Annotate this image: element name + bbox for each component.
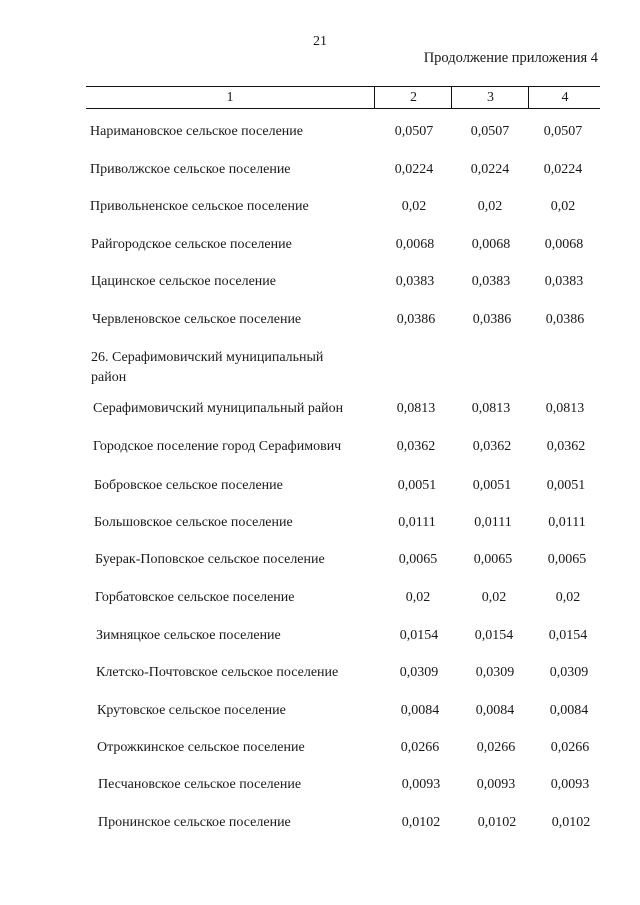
row-name: Приволжское сельское поселение bbox=[90, 162, 291, 177]
section-heading-line1: 26. Серафимовичский муниципальный bbox=[91, 350, 324, 365]
row-value-col3: 0,0224 bbox=[470, 162, 510, 177]
row-name: Серафимовичский муниципальный район bbox=[93, 401, 344, 416]
row-value-col3: 0,0102 bbox=[477, 815, 517, 830]
row-name: Зимняцкое сельское поселение bbox=[96, 628, 281, 643]
table-row bbox=[0, 513, 640, 533]
row-value-col2: 0,0102 bbox=[401, 815, 441, 830]
row-value-col4: 0,0154 bbox=[548, 628, 588, 643]
row-name: Бобровское сельское поселение bbox=[94, 478, 283, 493]
row-value-col3: 0,02 bbox=[481, 590, 507, 605]
row-value-col4: 0,02 bbox=[550, 199, 576, 214]
row-value-col4: 0,0362 bbox=[546, 439, 586, 454]
row-value-col4: 0,0813 bbox=[545, 401, 585, 416]
continuation-label: Продолжение приложения 4 bbox=[423, 50, 598, 66]
row-value-col2: 0,0084 bbox=[400, 703, 440, 718]
row-value-col2: 0,0065 bbox=[398, 552, 438, 567]
row-value-col3: 0,0266 bbox=[476, 740, 516, 755]
row-value-col4: 0,0266 bbox=[550, 740, 590, 755]
row-value-col3: 0,0309 bbox=[475, 665, 515, 680]
row-value-col2: 0,0068 bbox=[395, 237, 435, 252]
row-value-col2: 0,0386 bbox=[396, 312, 436, 327]
row-value-col2: 0,0507 bbox=[394, 124, 434, 139]
section-heading bbox=[91, 348, 381, 388]
row-name: Большовское сельское поселение bbox=[94, 515, 293, 530]
row-value-col3: 0,0065 bbox=[473, 552, 513, 567]
table-row bbox=[0, 813, 640, 833]
row-name: Буерак-Поповское сельское поселение bbox=[95, 552, 325, 567]
row-value-col3: 0,0507 bbox=[470, 124, 510, 139]
row-value-col4: 0,0309 bbox=[549, 665, 589, 680]
row-value-col4: 0,0111 bbox=[548, 515, 586, 530]
row-value-col3: 0,0084 bbox=[475, 703, 515, 718]
row-name: Наримановское сельское поселение bbox=[90, 124, 304, 139]
row-value-col2: 0,0154 bbox=[399, 628, 439, 643]
table-row bbox=[0, 476, 640, 496]
row-value-col4: 0,0068 bbox=[544, 237, 584, 252]
header-col-2: 2 bbox=[374, 87, 452, 108]
row-name: Городское поселение город Серафимович bbox=[93, 439, 342, 454]
row-name: Песчановское сельское поселение bbox=[98, 777, 302, 792]
table-row bbox=[0, 588, 640, 608]
header-col-3: 3 bbox=[451, 87, 529, 108]
row-value-col3: 0,0154 bbox=[474, 628, 514, 643]
row-value-col2: 0,0383 bbox=[395, 274, 435, 289]
row-value-col4: 0,02 bbox=[555, 590, 581, 605]
row-name: Крутовское сельское поселение bbox=[97, 703, 286, 718]
row-value-col3: 0,0813 bbox=[471, 401, 511, 416]
row-value-col2: 0,02 bbox=[405, 590, 431, 605]
table-row bbox=[0, 738, 640, 758]
row-value-col4: 0,0224 bbox=[543, 162, 583, 177]
header-col-4: 4 bbox=[528, 87, 601, 108]
row-value-col4: 0,0093 bbox=[550, 777, 590, 792]
row-value-col2: 0,0051 bbox=[397, 478, 437, 493]
row-value-col4: 0,0383 bbox=[544, 274, 584, 289]
row-value-col4: 0,0507 bbox=[543, 124, 583, 139]
row-value-col3: 0,0362 bbox=[472, 439, 512, 454]
row-value-col3: 0,0111 bbox=[474, 515, 512, 530]
row-value-col2: 0,0093 bbox=[401, 777, 441, 792]
table-row bbox=[0, 701, 640, 721]
table-row bbox=[0, 310, 640, 330]
row-value-col2: 0,0111 bbox=[398, 515, 436, 530]
row-value-col3: 0,02 bbox=[477, 199, 503, 214]
row-value-col3: 0,0051 bbox=[472, 478, 512, 493]
row-value-col2: 0,0362 bbox=[396, 439, 436, 454]
row-value-col4: 0,0065 bbox=[547, 552, 587, 567]
table-row bbox=[0, 272, 640, 292]
table-row bbox=[0, 399, 640, 419]
table-row bbox=[0, 550, 640, 570]
section-heading-line2: район bbox=[91, 370, 127, 385]
row-value-col2: 0,0309 bbox=[399, 665, 439, 680]
row-name: Привольненское сельское поселение bbox=[90, 199, 309, 214]
table-row bbox=[0, 437, 640, 457]
row-value-col2: 0,02 bbox=[401, 199, 427, 214]
row-value-col2: 0,0813 bbox=[396, 401, 436, 416]
row-name: Червленовское сельское поселение bbox=[92, 312, 302, 327]
row-value-col3: 0,0093 bbox=[476, 777, 516, 792]
row-name: Горбатовское сельское поселение bbox=[95, 590, 295, 605]
row-name: Цацинское сельское поселение bbox=[91, 274, 276, 289]
row-name: Пронинское сельское поселение bbox=[98, 815, 291, 830]
page-number: 21 bbox=[313, 34, 327, 49]
row-value-col2: 0,0266 bbox=[400, 740, 440, 755]
row-value-col3: 0,0068 bbox=[471, 237, 511, 252]
row-value-col3: 0,0386 bbox=[472, 312, 512, 327]
header-col-1: 1 bbox=[226, 90, 234, 105]
row-value-col4: 0,0102 bbox=[551, 815, 591, 830]
table-row bbox=[0, 775, 640, 795]
table-row bbox=[0, 122, 640, 142]
row-name: Райгородское сельское поселение bbox=[91, 237, 292, 252]
row-name: Отрожкинское сельское поселение bbox=[97, 740, 305, 755]
table-row bbox=[0, 235, 640, 255]
table-row bbox=[0, 626, 640, 646]
row-value-col2: 0,0224 bbox=[394, 162, 434, 177]
row-value-col4: 0,0051 bbox=[546, 478, 586, 493]
table-row bbox=[0, 197, 640, 217]
row-value-col4: 0,0084 bbox=[549, 703, 589, 718]
table-row bbox=[0, 663, 640, 683]
table-row bbox=[0, 160, 640, 180]
row-name: Клетско-Почтовское сельское поселение bbox=[96, 665, 339, 680]
row-value-col4: 0,0386 bbox=[545, 312, 585, 327]
row-value-col3: 0,0383 bbox=[471, 274, 511, 289]
